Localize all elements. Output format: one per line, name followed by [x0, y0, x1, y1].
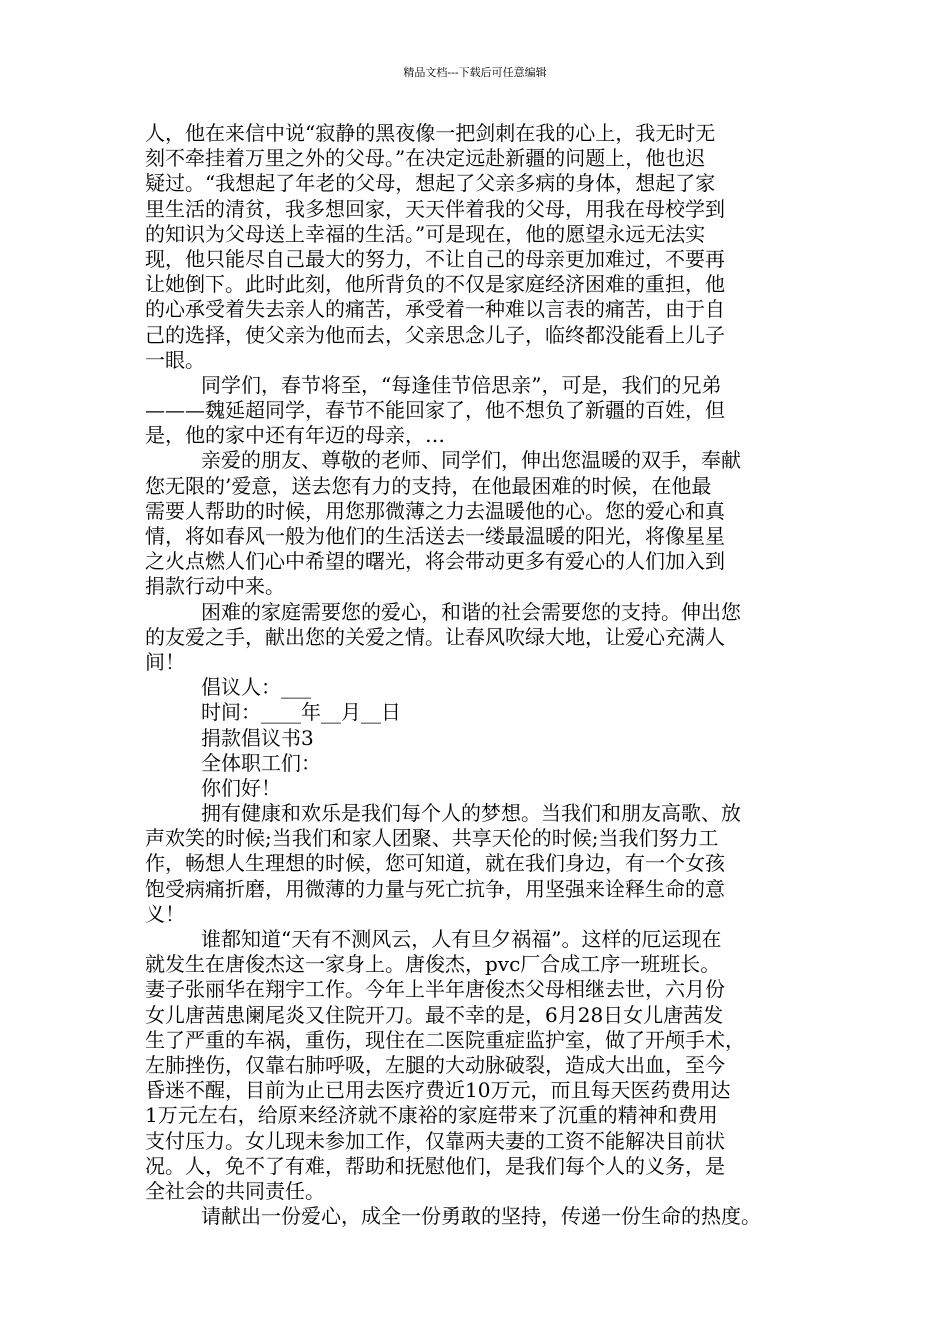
text-line: 的知识为父母送上幸福的生活。”可是现在，他的愿望永远无法实	[145, 221, 706, 246]
text-line: 间！	[145, 649, 185, 674]
text-line: 昏迷不醒，目前为止已用去医疗费近10万元，而且每天医药费用达	[145, 1078, 731, 1103]
text-line: 就发生在唐俊杰这一家身上。唐俊杰，pvc厂合成工序一班班长。	[145, 952, 721, 977]
text-line: 左肺挫伤，仅靠右肺呼吸，左腿的大动脉破裂，造成大出血，至今	[145, 1052, 725, 1077]
text-line: 1万元左右，给原来经济就不康裕的家庭带来了沉重的精神和费用	[145, 1103, 718, 1128]
salutation: 全体职工们：	[201, 750, 321, 775]
text-line: 之火点燃人们心中希望的曙光，将会带动更多有爱心的人们加入到	[145, 549, 725, 574]
text-line: 全社会的共同责任。	[145, 1178, 325, 1203]
text-line: 里生活的清贫，我多想回家，天天伴着我的父母，用我在母校学到	[145, 196, 725, 221]
text-line: 人，他在来信中说“寂静的黑夜像一把剑刺在我的心上，我无时无	[145, 121, 716, 145]
text-line: 需要人帮助的时候，用您那微薄之力去温暖他的心。您的爱心和真	[145, 498, 725, 523]
text-line: 况。人，免不了有难，帮助和抚慰他们，是我们每个人的义务，是	[145, 1153, 725, 1178]
paragraph-start: 请献出一份爱心，成全一份勇敢的坚持，传递一份生命的热度。	[201, 1204, 761, 1229]
text-line: 一眼。	[145, 347, 205, 372]
paragraph-start: 困难的家庭需要您的爱心，和谐的社会需要您的支持。伸出您	[201, 599, 741, 624]
paragraph-start: 拥有健康和欢乐是我们每个人的梦想。当我们和朋友高歌、放	[201, 801, 741, 826]
text-line: 疑过。“我想起了年老的父母，想起了父亲多病的身体，想起了家	[145, 171, 716, 196]
text-line: 让她倒下。此时此刻，他所背负的不仅是家庭经济困难的重担，他	[145, 272, 725, 297]
paragraph-start: 同学们，春节将至，“每逢佳节倍思亲”，可是，我们的兄弟	[201, 372, 722, 397]
text-line: 义！	[145, 901, 185, 926]
text-line: 支付压力。女儿现未参加工作，仅靠两夫妻的工资不能解决目前状	[145, 1128, 725, 1153]
text-line: 刻不牵挂着万里之外的父母。”在决定远赴新疆的问题上，他也迟	[145, 146, 706, 171]
text-line: 饱受病痛折磨，用微薄的力量与死亡抗争，用坚强来诠释生命的意	[145, 876, 725, 901]
paragraph-start: 亲爱的朋友、尊敬的老师、同学们，伸出您温暖的双手，奉献	[201, 448, 741, 473]
text-line: 是，他的家中还有年迈的母亲，…	[145, 423, 445, 448]
text-line: 生了严重的车祸，重伤，现住在二医院重症监护室，做了开颅手术，	[145, 1027, 745, 1052]
text-line: 声欢笑的时候;当我们和家人团聚、共享天伦的时候;当我们努力工	[145, 826, 719, 851]
text-line: 妻子张丽华在翔宇工作。今年上半年唐俊杰父母相继去世，六月份	[145, 977, 725, 1002]
text-line: 女儿唐茜患阑尾炎又住院开刀。最不幸的是，6月28日女儿唐茜发	[145, 1002, 724, 1027]
text-line: 的心承受着失去亲人的痛苦，承受着一种难以言表的痛苦，由于自	[145, 297, 725, 322]
text-line: 作，畅想人生理想的时候，您可知道，就在我们身边，有一个女孩	[145, 851, 725, 876]
text-line: 捐款行动中来。	[145, 574, 285, 599]
section-title: 捐款倡议书3	[201, 725, 314, 750]
text-line: 您无限的’爱意，送去您有力的支持，在他最困难的时候，在他最	[145, 473, 712, 498]
greeting: 你们好！	[201, 775, 281, 800]
text-line: 的友爱之手，献出您的关爱之情。让春风吹绿大地，让爱心充满人	[145, 624, 725, 649]
date-line: 时间：____年__月__日	[201, 700, 401, 725]
page-header: 精品文档---下载后可任意编辑	[403, 66, 547, 79]
text-line: 己的选择，使父亲为他而去，父亲思念儿子，临终都没能看上儿子	[145, 322, 725, 347]
initiator-line: 倡议人：___	[201, 675, 311, 700]
text-line: 现，他只能尽自己最大的努力，不让自己的母亲更加难过，不要再	[145, 246, 725, 271]
text-line: 情，将如春风一般为他们的生活送去一缕最温暖的阳光，将像星星	[145, 524, 725, 548]
text-line: ———魏延超同学，春节不能回家了，他不想负了新疆的百姓，但	[145, 398, 725, 423]
paragraph-start: 谁都知道“天有不测风云，人有旦夕祸福”。这样的厄运现在	[201, 927, 722, 951]
document-body	[145, 121, 825, 1229]
